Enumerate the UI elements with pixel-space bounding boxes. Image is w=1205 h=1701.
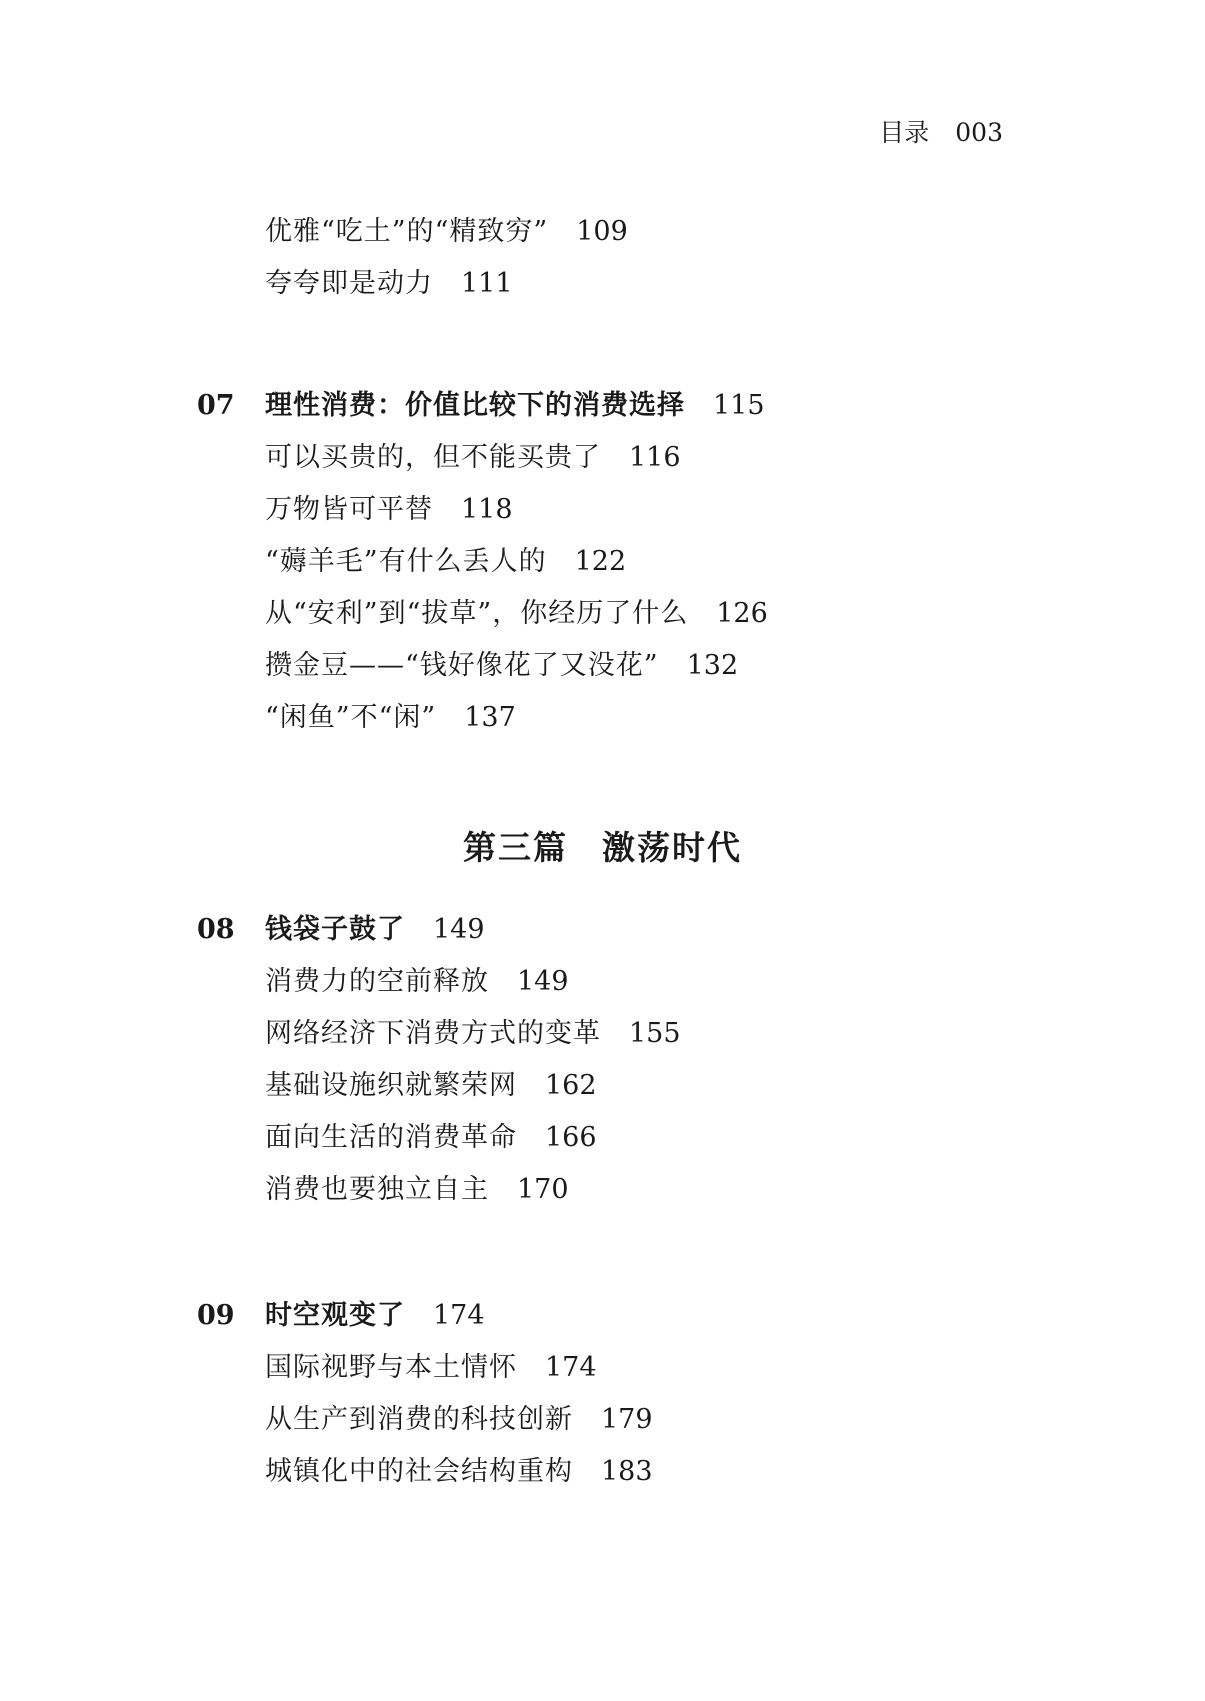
toc-entry-title: “闲鱼”不“闲” xyxy=(265,702,437,733)
toc-entry-page: 122 xyxy=(574,546,627,577)
chapter-number: 08 xyxy=(197,914,235,945)
chapter-title: 钱袋子鼓了 xyxy=(265,914,405,945)
toc-entry-page: 126 xyxy=(716,598,768,629)
toc-entry-page: 111 xyxy=(461,268,513,299)
toc-entry-page: 132 xyxy=(686,650,739,681)
toc-entry-page: 183 xyxy=(601,1456,653,1487)
toc-entry-page: 155 xyxy=(629,1018,681,1049)
toc-entry-page: 162 xyxy=(545,1070,597,1101)
toc-entry-page: 166 xyxy=(545,1122,597,1153)
toc-entry-page: 109 xyxy=(576,216,628,247)
header-title: 目录 xyxy=(879,118,930,147)
toc-entry-title: 国际视野与本土情怀 xyxy=(265,1352,517,1383)
toc-entry-title: 攒金豆——“钱好像花了又没花” xyxy=(265,650,659,681)
toc-entry-title: 网络经济下消费方式的变革 xyxy=(265,1018,601,1049)
toc-entry-title: 城镇化中的社会结构重构 xyxy=(265,1456,573,1487)
toc-entry-page: 179 xyxy=(601,1404,653,1435)
chapter-number: 09 xyxy=(197,1300,235,1331)
toc-entry-title: 优雅“吃土”的“精致穷” xyxy=(265,216,549,247)
toc-entry-page: 118 xyxy=(461,494,513,525)
toc-entry-page: 170 xyxy=(517,1174,569,1205)
toc-entry-title: 从生产到消费的科技创新 xyxy=(265,1404,573,1435)
toc-entry-title: 基础设施织就繁荣网 xyxy=(265,1070,517,1101)
part-heading xyxy=(0,826,1205,870)
toc-entry-title: 从“安利”到“拔草”，你经历了什么 xyxy=(265,598,689,629)
toc-entry-title: 面向生活的消费革命 xyxy=(265,1122,517,1153)
chapter-title: 理性消费：价值比较下的消费选择 xyxy=(265,390,685,421)
toc-entry-title: 万物皆可平替 xyxy=(265,494,433,525)
chapter-page: 115 xyxy=(713,390,765,421)
header-page-number: 003 xyxy=(955,118,1003,147)
toc-entry-title: 消费力的空前释放 xyxy=(265,966,489,997)
toc-entry-title: 可以买贵的，但不能买贵了 xyxy=(265,442,601,473)
toc-entry-page: 174 xyxy=(545,1352,597,1383)
toc-entry-page: 137 xyxy=(464,702,516,733)
chapter-page: 174 xyxy=(433,1300,485,1331)
toc-entry-title: “薅羊毛”有什么丢人的 xyxy=(265,546,547,577)
toc-entry-page: 149 xyxy=(517,966,569,997)
chapter-page: 149 xyxy=(433,914,485,945)
toc-entry-title: 消费也要独立自主 xyxy=(265,1174,489,1205)
part-title: 激荡时代 xyxy=(602,828,742,867)
chapter-number: 07 xyxy=(197,390,235,421)
toc-entry-page: 116 xyxy=(629,442,681,473)
part-label: 第三篇 xyxy=(463,828,568,867)
running-header xyxy=(879,120,1003,145)
chapter-title: 时空观变了 xyxy=(265,1300,405,1331)
toc-entry-title: 夸夸即是动力 xyxy=(265,268,433,299)
